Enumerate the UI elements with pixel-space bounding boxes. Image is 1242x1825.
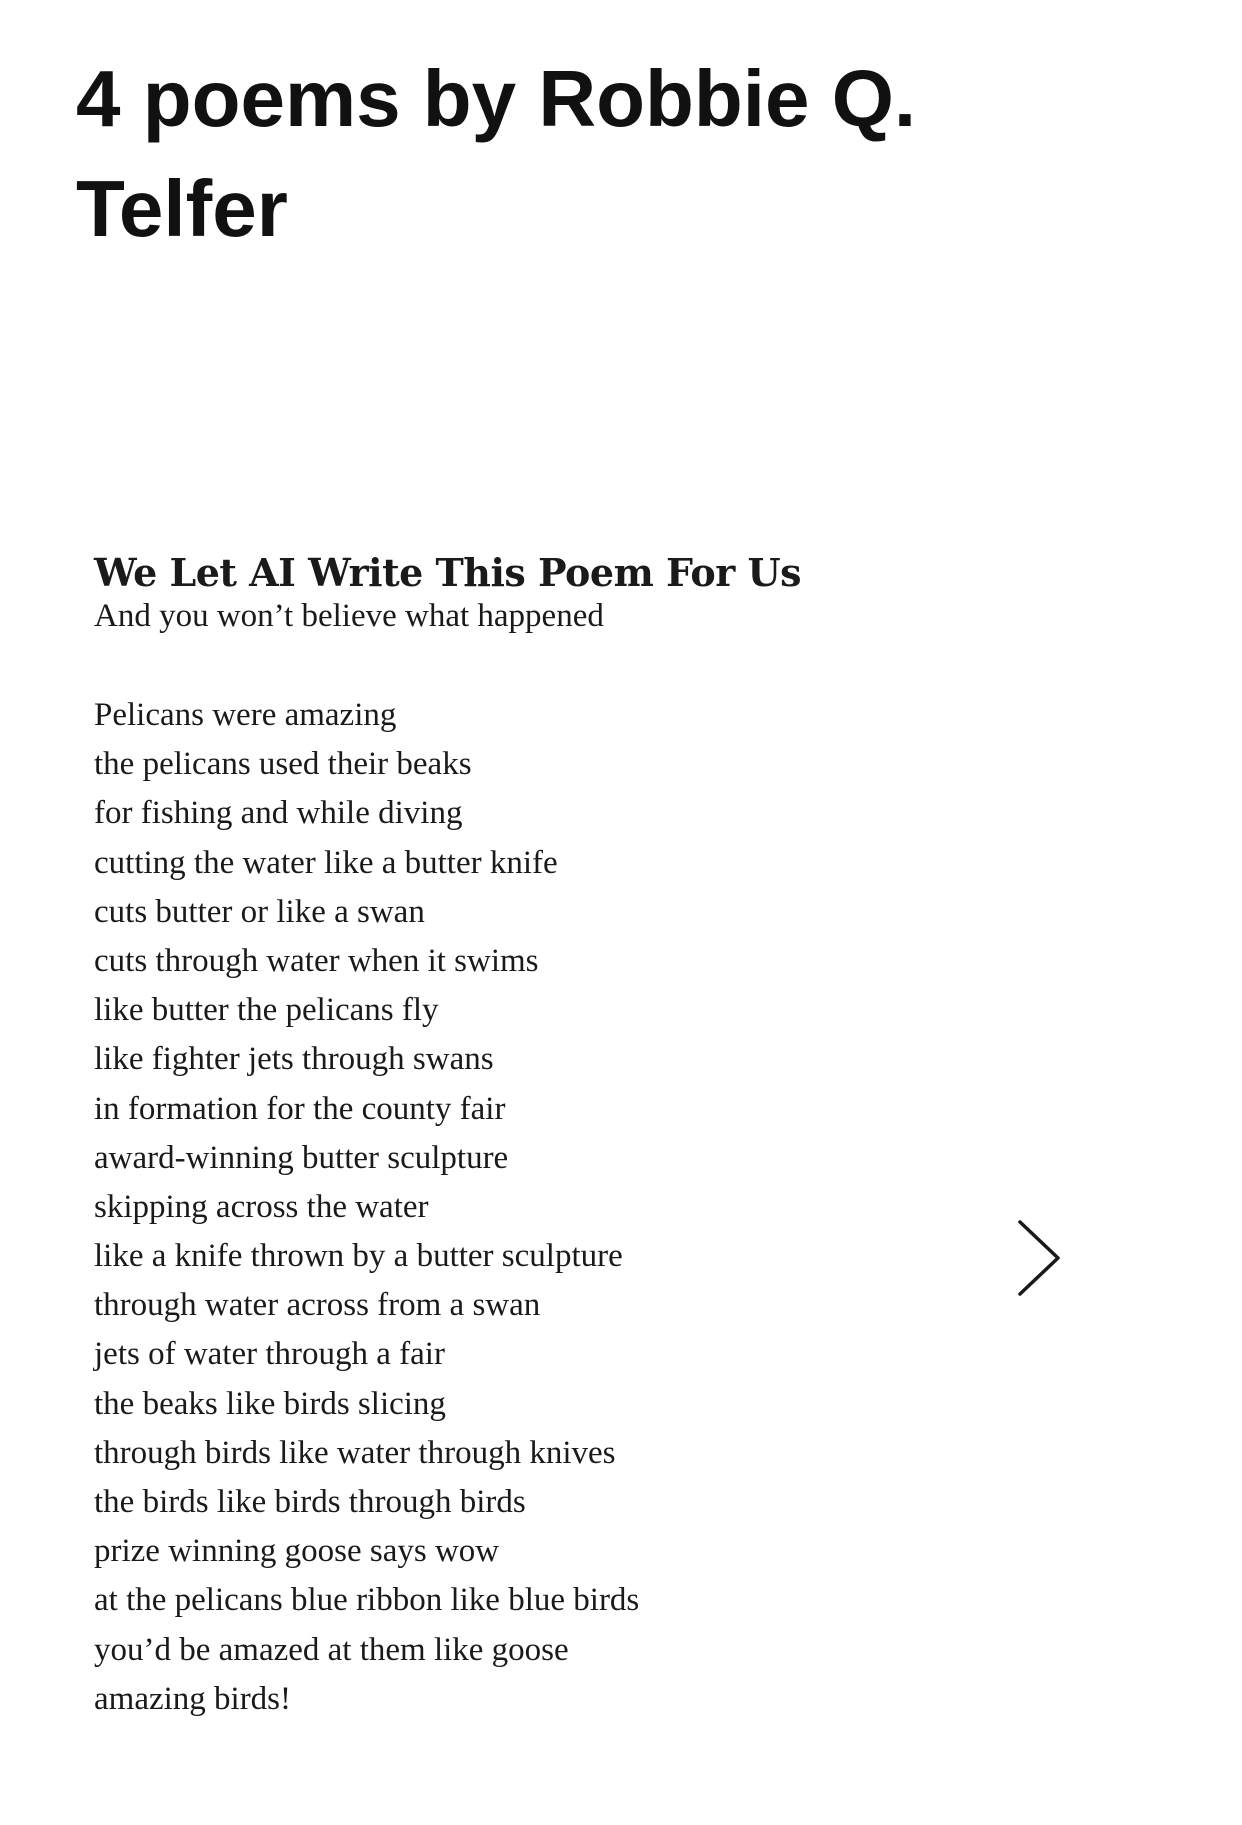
page-title: 4 poems by Robbie Q. Telfer — [76, 54, 917, 253]
poem-title: We Let AI Write This Poem For Us — [94, 550, 802, 595]
poem-line: the pelicans used their beaks — [94, 746, 472, 783]
next-slide-button[interactable] — [1008, 1210, 1068, 1306]
poem-line: skipping across the water — [94, 1188, 429, 1225]
poem-line: award-winning butter sculpture — [94, 1139, 509, 1176]
poem-body — [94, 691, 639, 1724]
poem-line: through birds like water through knives — [94, 1434, 616, 1471]
poem-subtitle: And you won’t believe what happened — [94, 598, 604, 634]
poem-line: cuts through water when it swims — [94, 942, 539, 979]
poem-line: jets of water through a fair — [94, 1336, 445, 1373]
poem-line: cutting the water like a butter knife — [94, 844, 558, 881]
poem-line: at the pelicans blue ribbon like blue birds — [94, 1582, 640, 1619]
poem-line: the beaks like birds slicing — [94, 1385, 446, 1422]
poem-line: like a knife thrown by a butter sculpture — [94, 1238, 623, 1275]
poem-line: for fishing and while diving — [94, 795, 463, 832]
poem-line: you’d be amazed at them like goose — [94, 1631, 569, 1668]
poem-image-card — [76, 548, 1126, 1728]
poem-line: the birds like birds through birds — [94, 1484, 526, 1520]
poem-line: like butter the pelicans fly — [94, 992, 439, 1029]
chevron-right-icon — [1008, 1210, 1068, 1306]
poem-line: like fighter jets through swans — [94, 1041, 494, 1078]
poem-line: Pelicans were amazing — [94, 697, 397, 733]
poem-line: prize winning goose says wow — [94, 1533, 500, 1570]
poem-line: in formation for the county fair — [94, 1090, 506, 1127]
poem-line: through water across from a swan — [94, 1287, 541, 1324]
poem-line: cuts butter or like a swan — [94, 893, 425, 930]
poem-line: amazing birds! — [94, 1680, 292, 1717]
